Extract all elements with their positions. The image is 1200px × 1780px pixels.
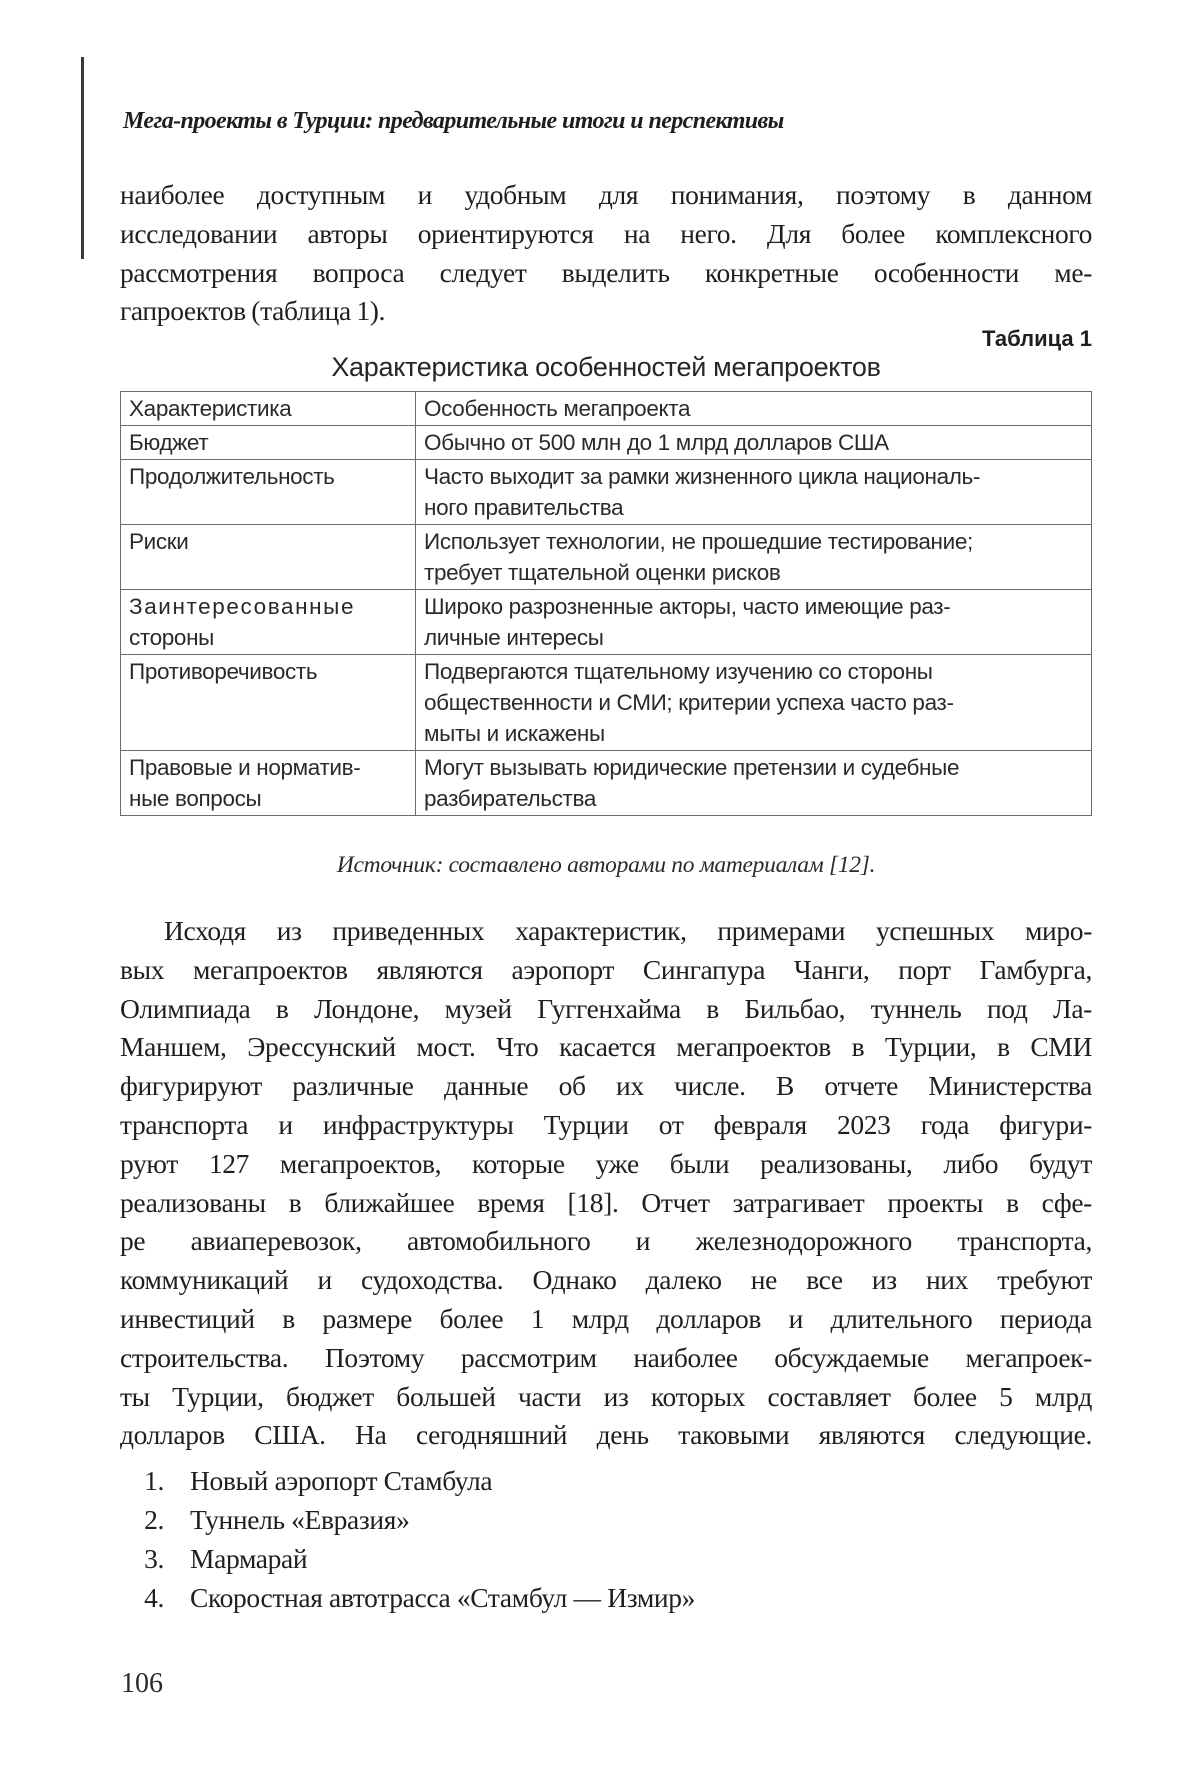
paragraph-intro (120, 176, 1092, 331)
text-line: рассмотрения вопроса следует выделить конкретные особенности ме- (120, 256, 1092, 288)
text-line: коммуникаций и судоходства. Однако далеко не все из них требуют (120, 1264, 1092, 1296)
cell-feature: Обычно от 500 млн до 1 млрд долларов США (416, 426, 1092, 460)
table-row (121, 751, 1092, 816)
cell-characteristic: Продолжительность (121, 460, 416, 525)
text-line: строительства. Поэтому рассмотрим наиболее обсуждаемые мегапроек- (120, 1341, 1092, 1373)
text-line: ре авиаперевозок, автомобильного и железнодорожного транспорта, (120, 1225, 1092, 1257)
cell-characteristic: Противоречивость (121, 655, 416, 751)
table-source-caption: Источник: составлено авторами по материалам [12]. (336, 852, 876, 878)
table-row (121, 655, 1092, 751)
running-head: Мега-проекты в Турции: предварительные итоги и перспективы (123, 108, 784, 134)
list-item-number: 3. (144, 1543, 164, 1574)
page-number: 106 (121, 1668, 163, 1699)
text-line: фигурируют различные данные об их числе. В отчете Министерства (120, 1070, 1092, 1102)
text-line: Исходя из приведенных характеристик, примерами успешных миро- (164, 915, 1092, 946)
table-row (121, 426, 1092, 460)
cell-characteristic: Заинтересованные стороны (121, 590, 416, 655)
list-item-number: 2. (144, 1504, 164, 1535)
list-item (120, 1500, 695, 1539)
megaproject-list (120, 1461, 695, 1617)
cell-characteristic: Бюджет (121, 426, 416, 460)
list-item-text: Скоростная автотрасса «Стамбул — Измир» (190, 1582, 696, 1613)
text-line: долларов США. На сегодняшний день таковыми являются следующие. (120, 1419, 1092, 1451)
list-item-text: Туннель «Евразия» (190, 1504, 410, 1535)
list-item-text: Новый аэропорт Стамбула (190, 1465, 493, 1496)
list-item-text: Мармарай (190, 1543, 308, 1574)
cell-feature: Широко разрозненные акторы, часто имеющие раз- личные интересы (416, 590, 1092, 655)
list-item (120, 1461, 695, 1500)
table-row (121, 460, 1092, 525)
text-line: гапроектов (таблица 1). (120, 295, 386, 327)
text-line: ты Турции, бюджет большей части из которых составляет более 5 млрд (120, 1380, 1092, 1412)
text-line: реализованы в ближайшее время [18]. Отчет затрагивает проекты в сфе- (120, 1186, 1092, 1218)
text-line: исследовании авторы ориентируются на него. Для более комплексного (120, 217, 1092, 249)
list-item (120, 1578, 695, 1617)
table-label: Таблица 1 (981, 326, 1092, 351)
cell-feature: Использует технологии, не прошедшие тестирование; требует тщательной оценки рисков (416, 525, 1092, 590)
table-row (121, 590, 1092, 655)
paragraph-examples (120, 912, 1092, 1455)
cell-feature: Часто выходит за рамки жизненного цикла националь- ного правительства (416, 460, 1092, 525)
list-item-number: 1. (144, 1465, 164, 1496)
text-line: инвестиций в размере более 1 млрд долларов и длительного периода (120, 1302, 1092, 1334)
header-cell-characteristic: Характеристика (121, 392, 416, 426)
text-line: транспорта и инфраструктуры Турции от февраля 2023 года фигури- (120, 1108, 1092, 1140)
margin-rule (81, 57, 84, 259)
table-row (121, 525, 1092, 590)
table-header-row (121, 392, 1092, 426)
text-line: наиболее доступным и удобным для понимания, поэтому в данном (120, 179, 1092, 210)
text-line: Маншем, Эрессунский мост. Что касается мегапроектов в Турции, в СМИ (120, 1031, 1092, 1063)
cell-feature: Могут вызывать юридические претензии и судебные разбирательства (416, 751, 1092, 816)
list-item-number: 4. (144, 1582, 164, 1613)
text-line: Олимпиада в Лондоне, музей Гуггенхайма в Бильбао, туннель под Ла- (120, 992, 1092, 1024)
text-line: руют 127 мегапроектов, которые уже были реализованы, либо будут (120, 1147, 1092, 1179)
table-title: Характеристика особенностей мегапроектов (331, 352, 881, 382)
cell-characteristic: Правовые и норматив- ные вопросы (121, 751, 416, 816)
text-line: вых мегапроектов являются аэропорт Сингапура Чанги, порт Гамбурга, (120, 953, 1092, 985)
cell-characteristic: Риски (121, 525, 416, 590)
list-item (120, 1539, 695, 1578)
megaproject-features-table (120, 391, 1092, 816)
cell-feature: Подвергаются тщательному изучению со стороны общественности и СМИ; критерии успеха часто раз- мыты и искажены (416, 655, 1092, 751)
header-cell-feature: Особенность мегапроекта (416, 392, 1092, 426)
